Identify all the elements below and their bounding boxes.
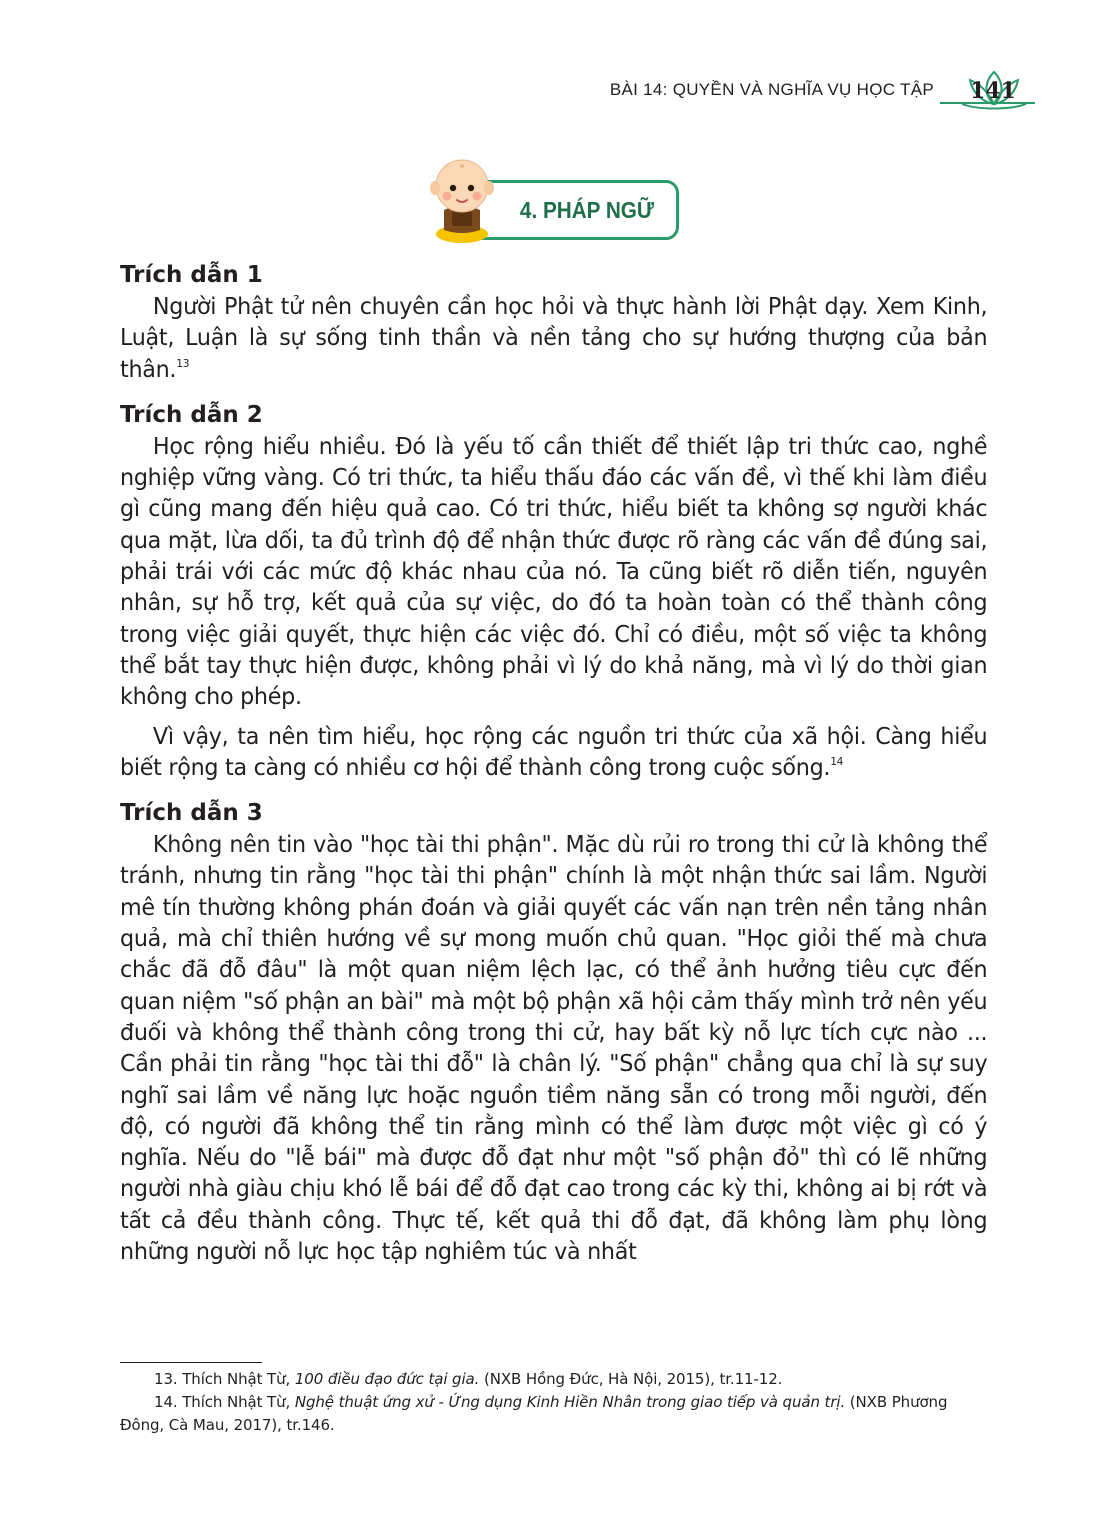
main-content	[120, 258, 988, 1268]
footnote-publisher: (NXB Hồng Đức, Hà Nội, 2015), tr.11-12.	[479, 1370, 783, 1388]
footnote-divider	[120, 1362, 262, 1363]
quote-heading-3: Trích dẫn 3	[120, 800, 263, 827]
paragraph-text: Học rộng hiểu nhiều. Đó là yếu tố cần thiết để thiết lập tri thức cao, nghề nghiệp vững vàng. Có tri thức, ta hiểu thấu đáo các vấn đề, vì thế khi làm điều gì cũng mang đến hiệu quả cao. Có tri thức, hiểu biết ta không sợ người khác qua mặt, lừa dối, ta đủ trình độ để nhận thức được rõ ràng các vấn đề đúng sai, phải trái với các mức độ khác nhau của nó. Ta cũng biết rõ diễn tiến, nguyên nhân, sự hỗ trợ, kết quả của sự việc, do đó ta hoàn toàn có thể thành công trong việc giải quyết, thực hiện các việc đó. Chỉ có điều, một số việc ta không thể bắt tay thực hiện được, không phải vì lý do khả năng, mà vì lý do thời gian không cho phép.	[120, 433, 988, 711]
footnote-publisher: (NXB Phương Đông, Cà Mau, 2017), tr.146.	[120, 1393, 948, 1434]
quote-heading-1: Trích dẫn 1	[120, 262, 263, 288]
quote-heading-2: Trích dẫn 2	[120, 401, 263, 428]
paragraph-text: Vì vậy, ta nên tìm hiểu, học rộng các nguồn tri thức của xã hội. Càng hiểu biết rộng ta càng có nhiều cơ hội để thành công trong cuộc sống.	[120, 723, 988, 781]
footnote-ref: 14	[830, 754, 844, 768]
quote-paragraph	[120, 830, 987, 1268]
paragraph-text: Không nên tin vào "học tài thi phận". Mặc dù rủi ro trong thi cử là không thể tránh, nhưng tin rằng "học tài thi phận" chính là một nhận thức sai lầm. Người mê tín thường không phán đoán và giải quyết các vấn nạn trên nền tảng nhân quả, mà chỉ thiên hướng về sự mong muốn chủ quan. "Học giỏi thế mà chưa chắc đã đỗ đâu" là một quan niệm lệch lạc, có thể ảnh hưởng tiêu cực đến quan niệm "số phận an bài" mà một bộ phận xã hội cảm thấy mình trở nên yếu đuối và không thể thành công trong thi cử, hay bất kỳ nỗ lực tích cực nào ... Cần phải tin rằng "học tài thi đỗ" là chân lý. "Số phận" chẳng qua chỉ là sự suy nghĩ sai lầm về năng lực hoặc nguồn tiềm năng sẵn có trong mỗi người, đến độ, có người đã không thể tin rằng mình có thể làm được một việc gì có ý nghĩa. Nếu do "lễ bái" mà được đỗ đạt như một "số phận đỏ" thì có lẽ những người nhà giàu chịu khó lễ bái để đỗ đạt cao trong các kỳ thi, không ai bị rớt và tất cả đều thành công. Thực tế, kết quả thi đỗ đạt, đã không làm phụ lòng những người nỗ lực học tập nghiêm túc và nhất	[120, 832, 988, 1266]
footnote-author: 13. Thích Nhật Từ,	[154, 1370, 295, 1388]
quote-paragraph	[120, 432, 987, 714]
section-banner	[422, 150, 687, 250]
footnote-13	[120, 1368, 988, 1391]
footnote-14	[120, 1391, 988, 1437]
footnote-author: 14. Thích Nhật Từ,	[154, 1393, 295, 1411]
quote-paragraph	[120, 292, 987, 386]
footnote-book-title: Nghệ thuật ứng xử - Ứng dụng Kinh Hiền Nhân trong giao tiếp và quản trị.	[294, 1393, 846, 1411]
quote-paragraph	[120, 722, 987, 785]
section-title: 4. PHÁP NGỮ	[519, 197, 655, 223]
paragraph-text: Người Phật tử nên chuyên cần học hỏi và thực hành lời Phật dạy. Xem Kinh, Luật, Luận là sự sống tinh thần và nền tảng cho sự hướng thượng của bản thân.	[120, 294, 988, 383]
footnote-book-title: 100 điều đạo đức tại gia.	[294, 1370, 480, 1388]
page-number: 141	[970, 78, 1016, 104]
footnotes	[120, 1368, 988, 1437]
monk-mascot-icon	[422, 150, 502, 246]
footnote-ref: 13	[176, 356, 190, 370]
page-header	[0, 68, 1106, 118]
lesson-title: BÀI 14: QUYỀN VÀ NGHĨA VỤ HỌC TẬP	[609, 80, 934, 99]
